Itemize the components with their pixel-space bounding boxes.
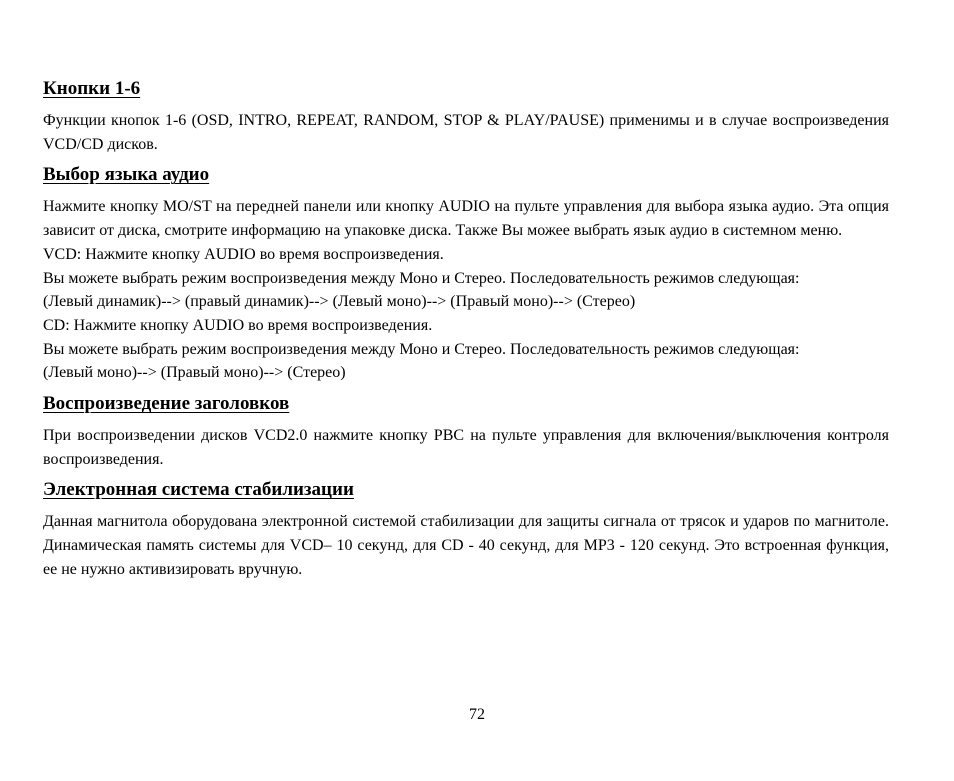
section-heading-stabilization: Электронная система стабилизации	[43, 479, 354, 501]
paragraph-vcd-audio: VCD: Нажмите кнопку AUDIO во время воспроизведения.	[43, 245, 444, 263]
paragraph-title-playback: При воспроизведении дисков VCD2.0 нажмите кнопку PBC на пульте управления для включения/выключения контроля воспроизведения.	[43, 427, 889, 468]
paragraph-stabilization: Данная магнитола оборудована электронной системой стабилизации для защиты сигнала от трясок и ударов по магнитоле. Динамическая память системы для VCD– 10 секунд, для CD - 40 секунд, для MP3 - 120 секунд. Это встроенная функция, ее не нужно активизировать вручную.	[43, 513, 889, 578]
document-page	[43, 76, 889, 582]
section-heading-audio-language: Выбор языка аудио	[43, 164, 210, 186]
paragraph-mode-select-cd: Вы можете выбрать режим воспроизведения между Моно и Стерео. Последовательность режимов следующая:	[43, 340, 800, 358]
section-heading-title-playback: Воспроизведение заголовков	[43, 393, 290, 415]
paragraph-buttons: Функции кнопок 1-6 (OSD, INTRO, REPEAT, RANDOM, STOP & PLAY/PAUSE) применимы и в случае воспроизведения VCD/CD дисков.	[43, 112, 889, 153]
paragraph-mode-sequence-cd: (Левый моно)--> (Правый моно)--> (Стерео)	[43, 364, 346, 382]
paragraph-mode-sequence-vcd: (Левый динамик)--> (правый динамик)--> (Левый моно)--> (Правый моно)--> (Стерео)	[43, 293, 636, 311]
page-number: 72	[469, 706, 485, 723]
section-heading-buttons: Кнопки 1-6	[43, 78, 141, 99]
paragraph-audio-language: Нажмите кнопку MO/ST на передней панели или кнопку AUDIO на пульте управления для выбора языка аудио. Эта опция зависит от диска, смотрите информацию на упаковке диска. Также Вы можее выбрать язык аудио в системном меню.	[43, 198, 889, 240]
paragraph-cd-audio: CD: Нажмите кнопку AUDIO во время воспроизведения.	[43, 316, 433, 334]
paragraph-mode-select-vcd: Вы можете выбрать режим воспроизведения между Моно и Стерео. Последовательность режимов следующая:	[43, 269, 800, 287]
